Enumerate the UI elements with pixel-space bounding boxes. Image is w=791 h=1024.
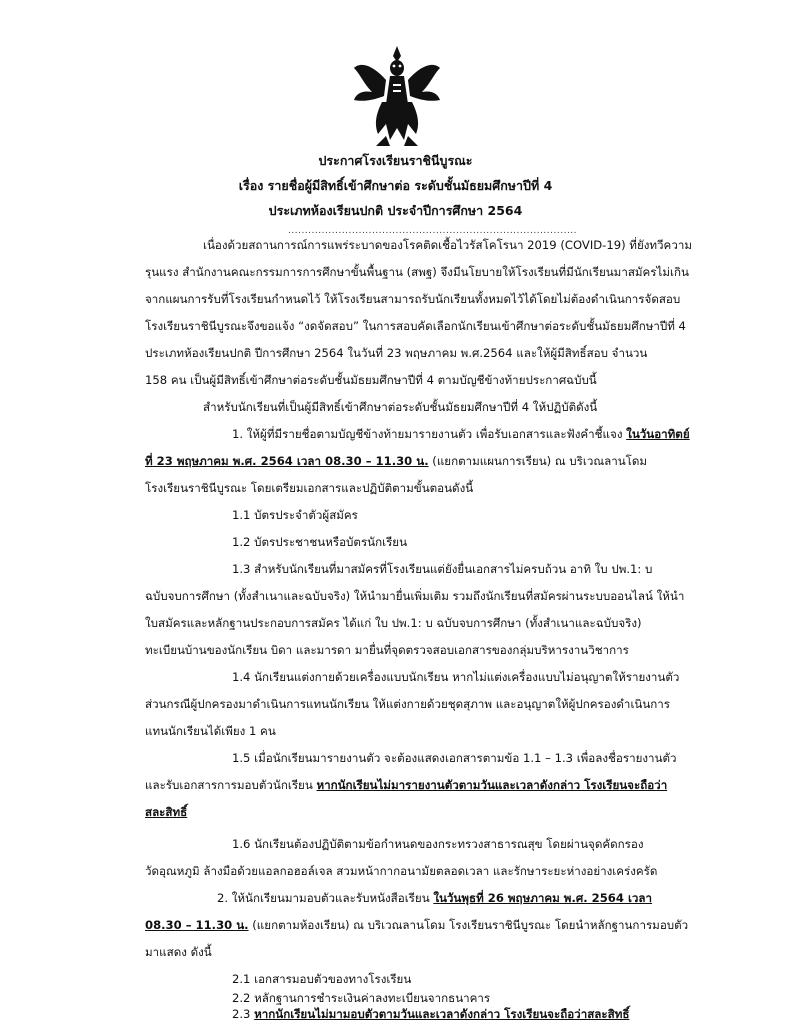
item-1-1: 1.1 บัตรประจำตัวผู้สมัคร xyxy=(232,508,358,522)
item-1-4-line-1: 1.4 นักเรียนแต่งกายด้วยเครื่องแบบนักเรียน หากไม่แต่งเครื่องแบบไม่อนุญาตให้รายงานตัว xyxy=(232,670,680,684)
item-1-3-line-3: ใบสมัครและหลักฐานประกอบการสมัคร ได้แก่ ใบ ปพ.1: บ ฉบับจบการศึกษา (ทั้งสำเนาและฉบับจริง) xyxy=(145,616,642,630)
announcement-title: ประกาศโรงเรียนราชินีบูรณะ xyxy=(318,153,473,168)
item-1-line-2 xyxy=(145,453,647,469)
dotted-divider: ...................................................................................... xyxy=(288,226,578,236)
item-1-6-line-2: วัดอุณหภูมิ ล้างมือด้วยแอลกอฮอล์เจล สวมหน้ากากอนามัยตลอดเวลา และรักษาระยะห่างอย่างเคร่งครัด xyxy=(145,864,658,878)
item-1-3-line-4: ทะเบียนบ้านของนักเรียน บิดา และมารดา มายื่นที่จุดตรวจสอบเอกสารของกลุ่มบริหารงานวิชาการ xyxy=(145,643,629,657)
announcement-class-type: ประเภทห้องเรียนปกติ ประจำปีการศึกษา 2564 xyxy=(268,203,523,218)
item-2-line-2 xyxy=(145,917,688,933)
paragraph-intro-line-4: โรงเรียนราชินีบูรณะจึงขอแจ้ง “งดจัดสอบ” ในการสอบคัดเลือกนักเรียนเข้าศึกษาต่อระดับชั้นมัธยมศึกษาปีที่ 4 xyxy=(145,319,686,333)
item-1-line-3: โรงเรียนราชินีบูรณะ โดยเตรียมเอกสารและปฏิบัติตามขั้นตอนดังนี้ xyxy=(145,481,474,495)
item-1-5-line-1: 1.5 เมื่อนักเรียนมารายงานตัว จะต้องแสดงเอกสารตามข้อ 1.1 – 1.3 เพื่อลงชื่อรายงานตัว xyxy=(232,751,677,765)
item-1-6-line-1: 1.6 นักเรียนต้องปฏิบัติตามข้อกำหนดของกระทรวงสาธารณสุข โดยผ่านจุดคัดกรอง xyxy=(232,837,644,851)
item-1-location-text: (แยกตามแผนการเรียน) ณ บริเวณลานโดม xyxy=(428,454,648,468)
item-2-1: 2.1 เอกสารมอบตัวของทางโรงเรียน xyxy=(232,972,412,986)
paragraph-intro-line-1: เนื่องด้วยสถานการณ์การแพร่ระบาดของโรคติดเชื้อไวรัสโคโรนา 2019 (COVID-19) ที่ยังทวีความ xyxy=(203,238,692,252)
item-1-time-highlight: ที่ 23 พฤษภาคม พ.ศ. 2564 เวลา 08.30 – 11.30 น. xyxy=(145,454,429,468)
item-1-5-forfeit: สละสิทธิ์ xyxy=(145,805,188,819)
paragraph-intro-line-5: ประเภทห้องเรียนปกติ ปีการศึกษา 2564 ในวันที่ 23 พฤษภาคม พ.ศ.2564 และให้ผู้มีสิทธิ์สอบ จำนวน xyxy=(145,346,648,360)
item-1-3-line-2: ฉบับจบการศึกษา (ทั้งสำเนาและฉบับจริง) ให้นำมายื่นเพิ่มเติม รวมถึงนักเรียนที่สมัครผ่านระบบออนไลน์ ให้นำ xyxy=(145,589,685,603)
item-2-time-highlight: 08.30 – 11.30 น. xyxy=(145,918,249,932)
item-1-2: 1.2 บัตรประชาชนหรือบัตรนักเรียน xyxy=(232,535,408,549)
item-2-date-highlight: ในวันพุธที่ 26 พฤษภาคม พ.ศ. 2564 เวลา xyxy=(433,891,653,905)
item-1-4-line-2: ส่วนกรณีผู้ปกครองมาดำเนินการแทนนักเรียน ให้แต่งกายด้วยชุดสุภาพ และอนุญาตให้ผู้ปกครองดำเนินการ xyxy=(145,697,671,711)
item-1-5-line-2 xyxy=(145,777,667,793)
item-1-3-line-1: 1.3 สำหรับนักเรียนที่มาสมัครที่โรงเรียนแต่ยังยื่นเอกสารไม่ครบถ้วน อาทิ ใบ ปพ.1: บ xyxy=(232,562,653,576)
item-2-3 xyxy=(232,1006,629,1022)
item-2-3-warning: หากนักเรียนไม่มามอบตัวตามวันและเวลาดังกล่าว โรงเรียนจะถือว่าสละสิทธิ์ xyxy=(254,1007,630,1021)
item-2-3-number: 2.3 xyxy=(232,1007,255,1021)
item-2-location-text: (แยกตามห้องเรียน) ณ บริเวณลานโดม โรงเรียนราชินีบูรณะ โดยนำหลักฐานการมอบตัว xyxy=(248,918,689,932)
item-2-line-1 xyxy=(217,890,652,906)
item-1-text: 1. ให้ผู้ที่มีรายชื่อตามบัญชีข้างท้ายมารายงานตัว เพื่อรับเอกสารและฟังคำชี้แจง xyxy=(232,427,627,441)
item-1-date-highlight: ในวันอาทิตย์ xyxy=(626,427,690,441)
item-1-5-text: และรับเอกสารการมอบตัวนักเรียน xyxy=(145,778,317,792)
item-2-2: 2.2 หลักฐานการชำระเงินค่าลงทะเบียนจากธนาคาร xyxy=(232,991,491,1005)
paragraph-instructions: สำหรับนักเรียนที่เป็นผู้มีสิทธิ์เข้าศึกษาต่อระดับชั้นมัธยมศึกษาปีที่ 4 ให้ปฏิบัติดังนี้ xyxy=(203,400,598,414)
paragraph-intro-line-2: รุนแรง สำนักงานคณะกรรมการการศึกษาขั้นพื้นฐาน (สพฐ) จึงมีนโยบายให้โรงเรียนที่มีนักเรียนมาสมัครไม่เกิน xyxy=(145,265,689,279)
paragraph-intro-line-3: จากแผนการรับที่โรงเรียนกำหนดไว้ ให้โรงเรียนสามารถรับนักเรียนทั้งหมดไว้ได้โดยไม่ต้องดำเนินการจัดสอบ xyxy=(145,292,681,306)
item-2-line-3: มาแสดง ดังนี้ xyxy=(145,945,212,959)
item-1-5-warning: หากนักเรียนไม่มารายงานตัวตามวันและเวลาดังกล่าว โรงเรียนจะถือว่า xyxy=(316,778,668,792)
item-1-4-line-3: แทนนักเรียนได้เพียง 1 คน xyxy=(145,724,276,738)
announcement-subject: เรื่อง รายชื่อผู้มีสิทธิ์เข้าศึกษาต่อ ระดับชั้นมัธยมศึกษาปีที่ 4 xyxy=(238,178,553,193)
item-2-text: 2. ให้นักเรียนมามอบตัวและรับหนังสือเรียน xyxy=(217,891,434,905)
garuda-emblem-icon xyxy=(352,44,442,148)
paragraph-intro-line-6: 158 คน เป็นผู้มีสิทธิ์เข้าศึกษาต่อระดับชั้นมัธยมศึกษาปีที่ 4 ตามบัญชีข้างท้ายประกาศฉบับนี้ xyxy=(145,373,597,387)
item-1-line-1 xyxy=(232,426,690,442)
